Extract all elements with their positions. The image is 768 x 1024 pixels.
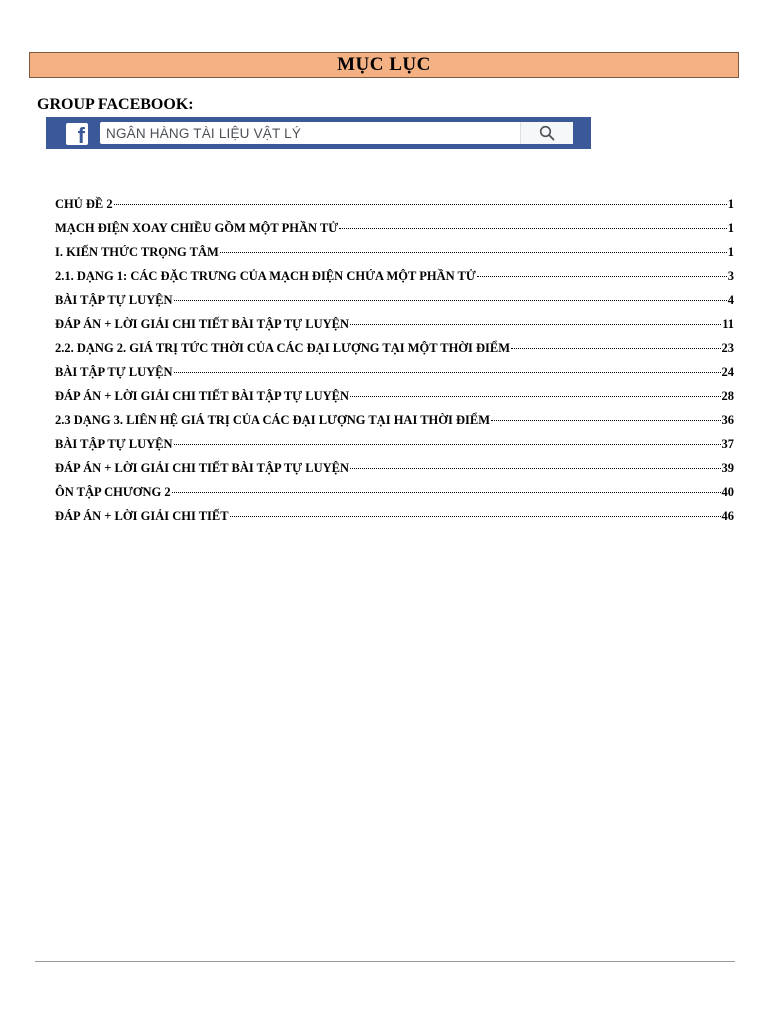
toc-leader-dots <box>172 492 721 493</box>
toc-entry-label: ÔN TẬP CHƯƠNG 2 <box>55 485 171 499</box>
title-banner <box>29 52 739 78</box>
toc-leader-dots <box>339 228 727 229</box>
toc-leader-dots <box>350 324 721 325</box>
toc-entry-page: 37 <box>721 437 734 451</box>
facebook-search-button[interactable] <box>520 122 573 144</box>
toc-entry-label: BÀI TẬP TỰ LUYỆN <box>55 437 173 451</box>
toc-leader-dots <box>491 420 720 421</box>
toc-entry-page: 40 <box>721 485 734 499</box>
toc-entry-label: ĐÁP ÁN + LỜI GIẢI CHI TIẾT BÀI TẬP TỰ LUYỆN <box>55 389 350 403</box>
toc-entry[interactable] <box>55 221 734 245</box>
group-facebook-label: GROUP FACEBOOK: <box>37 96 194 113</box>
toc-entry-label: ĐÁP ÁN + LỜI GIẢI CHI TIẾT BÀI TẬP TỰ LUYỆN <box>55 317 350 331</box>
facebook-logo-icon[interactable] <box>66 123 88 148</box>
toc-entry-label: BÀI TẬP TỰ LUYỆN <box>55 365 173 379</box>
toc-entry-page: 24 <box>721 365 734 379</box>
toc-entry-label: I. KIẾN THỨC TRỌNG TÂM <box>55 245 219 259</box>
toc-entry[interactable] <box>55 341 734 365</box>
toc-leader-dots <box>174 372 721 373</box>
toc-leader-dots <box>174 444 721 445</box>
toc-entry-page: 3 <box>727 269 734 283</box>
toc-leader-dots <box>350 396 720 397</box>
toc-entry-page: 28 <box>721 389 734 403</box>
toc-entry[interactable] <box>55 365 734 389</box>
toc-entry-label: 2.3 DẠNG 3. LIÊN HỆ GIÁ TRỊ CỦA CÁC ĐẠI LƯỢNG TẠI HAI THỜI ĐIỂM <box>55 413 491 427</box>
facebook-search-input[interactable] <box>100 122 520 144</box>
toc-entry[interactable] <box>55 269 734 293</box>
toc-entry-label: 2.2. DẠNG 2. GIÁ TRỊ TỨC THỜI CỦA CÁC ĐẠI LƯỢNG TẠI MỘT THỜI ĐIỂM <box>55 341 511 355</box>
search-icon <box>539 125 555 141</box>
toc-entry[interactable] <box>55 485 734 509</box>
toc-leader-dots <box>220 252 727 253</box>
toc-entry-label: BÀI TẬP TỰ LUYỆN <box>55 293 173 307</box>
toc-entry-page: 23 <box>721 341 734 355</box>
toc-entry-page: 11 <box>722 317 734 331</box>
toc-entry[interactable] <box>55 293 734 317</box>
toc-leader-dots <box>477 276 727 277</box>
toc-entry-page: 36 <box>721 413 734 427</box>
facebook-search-text: NGÂN HÀNG TÀI LIỆU VẬT LÝ <box>106 125 302 141</box>
toc-entry[interactable] <box>55 437 734 461</box>
toc-entry-label: ĐÁP ÁN + LỜI GIẢI CHI TIẾT <box>55 509 229 523</box>
table-of-contents <box>55 197 734 533</box>
toc-leader-dots <box>174 300 727 301</box>
toc-entry[interactable] <box>55 317 734 341</box>
toc-entry-page: 1 <box>727 197 734 211</box>
toc-leader-dots <box>114 204 727 205</box>
facebook-logo-letter: f <box>77 123 85 148</box>
toc-leader-dots <box>230 516 721 517</box>
toc-leader-dots <box>511 348 720 349</box>
toc-entry-label: ĐÁP ÁN + LỜI GIẢI CHI TIẾT BÀI TẬP TỰ LUYỆN <box>55 461 350 475</box>
toc-entry[interactable] <box>55 461 734 485</box>
toc-entry-label: MẠCH ĐIỆN XOAY CHIỀU GỒM MỘT PHẦN TỬ <box>55 221 339 235</box>
toc-entry-label: CHỦ ĐỀ 2 <box>55 197 113 211</box>
toc-entry-page: 4 <box>727 293 734 307</box>
toc-entry[interactable] <box>55 245 734 269</box>
toc-entry-page: 39 <box>721 461 734 475</box>
facebook-search-bar <box>46 117 591 149</box>
toc-entry-page: 46 <box>721 509 734 523</box>
toc-entry[interactable] <box>55 509 734 533</box>
footer-divider <box>35 961 735 962</box>
toc-leader-dots <box>350 468 720 469</box>
toc-entry[interactable] <box>55 413 734 437</box>
toc-entry-label: 2.1. DẠNG 1: CÁC ĐẶC TRƯNG CỦA MẠCH ĐIỆN CHỨA MỘT PHẦN TỬ <box>55 269 476 283</box>
toc-entry[interactable] <box>55 197 734 221</box>
toc-entry-page: 1 <box>727 245 734 259</box>
toc-entry-page: 1 <box>727 221 734 235</box>
toc-entry[interactable] <box>55 389 734 413</box>
page-title: MỤC LỤC <box>337 54 431 75</box>
